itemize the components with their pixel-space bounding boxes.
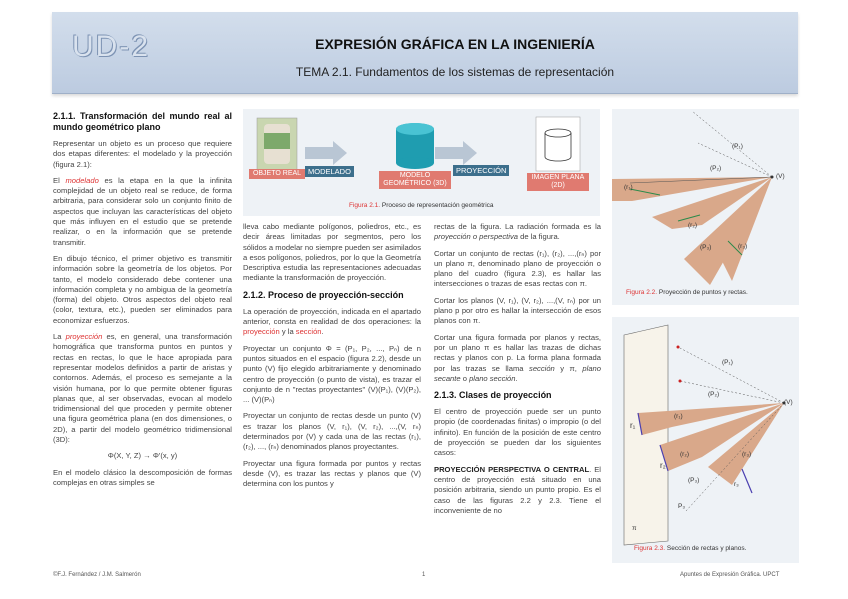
paragraph: Representar un objeto es un proceso que requiere dos etapas diferentes: el modelado y la proyección (figura 2.1):	[53, 139, 232, 169]
paragraph: Cortar los planos (V, r₁), (V, r₂), ...,(V, rₙ) por un plano p por otro es hallar la intersección de esos planos con π.	[434, 295, 601, 326]
paragraph: lleva cabo mediante polígonos, poliedros, etc., es decir áreas limitadas por segmentos, pero los sólidos a modelar no siempre pueden ser asimilados a esos polígonos, poliedros, por lo que la Geometría Descriptiva estudia las representaciones adecuadas mediante la transformación de proyección.	[243, 222, 421, 283]
arrow-icon	[435, 141, 477, 165]
paragraph: El modelado es la etapa en la que la infinita complejidad de un objeto real se reduce, de forma arbitraria, para considerar solo un conjunto finito de aspectos que incluyan las características del objeto que más influyen en el estudio que se pretende realizar, o en la información que se pretende transmitir.	[53, 175, 232, 247]
figure-2-1-drawing	[243, 109, 600, 216]
point-marker	[677, 346, 680, 349]
paragraph: La proyección es, en general, una transformación homográfica que transforma puntos en puntos y rectas en rectas, lo que le hace apropiada para representar modelos definidos a partir de aristas y contornos. Además, el proceso es semejante a la visión humana, por lo que permite obtener figuras planas que, al ser observadas, evocan al modelo tridimensional del que proceden y permite obtener una figura geométrica plana (en dos dimensiones, o 2D), a partir del modelo geométrico tridimensional (3D):	[53, 332, 232, 445]
footer-left: ©F.J. Fernández / J.M. Salmerón	[53, 572, 141, 578]
footer-right: Apuntes de Expresión Gráfica. UPCT	[680, 572, 780, 578]
label-modelado: MODELADO	[305, 166, 354, 177]
column-1	[53, 111, 232, 494]
page-header	[52, 12, 798, 94]
section-heading-2-1-3: 2.1.3. Clases de proyección	[434, 390, 552, 401]
label: (r₁)	[674, 413, 683, 420]
label: (P₃)	[700, 244, 712, 251]
label: (P₂)	[708, 391, 720, 398]
page-number: 1	[422, 572, 426, 578]
section-heading-2-1-2: 2.1.2. Proceso de proyección-sección	[243, 289, 404, 300]
figure-2-2-drawing	[612, 109, 799, 305]
label: (P₁)	[732, 143, 743, 150]
figure-2-1-caption: Figura 2.1. Proceso de representación geométrica	[349, 202, 494, 209]
formula: Φ(X, Y, Z) → Φ'(x, y)	[107, 451, 178, 461]
label: r₂	[660, 461, 666, 470]
label: r₁	[630, 421, 636, 430]
flat-image-icon	[536, 117, 580, 171]
projection-plane	[624, 325, 668, 545]
figure-2-1	[243, 109, 600, 216]
label: (r₃)	[738, 243, 748, 250]
figure-2-2-caption: Figura 2.2. Proyección de puntos y rectas.	[626, 289, 748, 296]
label: (P₁)	[722, 359, 733, 366]
paragraph: En el modelo clásico la descomposición de formas complejas en otras simples se	[53, 467, 232, 487]
label-geometric-model: MODELO GEOMÉTRICO (3D)	[379, 171, 451, 189]
point-marker	[679, 380, 682, 383]
paragraph: Proyectar una figura formada por puntos y rectas desde (V), es trazar las rectas y planos que (V) determina con los puntos y	[243, 458, 421, 489]
label: (P₃)	[688, 477, 700, 484]
paragraph: Cortar un conjunto de rectas (r₁), (r₂), ...,(rₙ) por un plano π, denominado plano de proyección o plano del cuadro (figura 2.3), es hallar las intersecciones o trazas de esas rectas con π.	[434, 248, 601, 289]
paragraph: Proyectar un conjunto de rectas desde un punto (V) es trazar los planos (V, r₁), (V, r₂), ...,(V, rₙ) determinados por (V) y cada una de las rectas (r₁), (r₂), ..., (rₙ) denominados planos proyectantes.	[243, 411, 421, 452]
label-proyeccion: PROYECCIÓN	[453, 165, 509, 176]
label: π	[632, 525, 637, 532]
label-flat-image: IMAGEN PLANA (2D)	[527, 173, 589, 191]
section-heading-2-1-1: 2.1.1. Transformación del mundo real al mundo geométrico plano	[53, 111, 232, 132]
paragraph: PROYECCIÓN PERSPECTIVA O CENTRAL. El centro de proyección está situado en una posición arbitraria, siendo un punto propio. Es el caso de las figuras 2.2 y 2.3. Tiene el inconveniente de no	[434, 464, 601, 515]
figure-2-3	[612, 317, 799, 563]
arrow-icon	[305, 141, 347, 165]
paragraph: En dibujo técnico, el primer objetivo es transmitir información sobre la geometría de los objetos. Por tanto, el modelo considerado debe contener una información completa y no ambigua de la geometría (forma) del objeto. Otros aspectos del objeto real (color, textura, etc.), pueden ser eliminados para economizar esfuerzos.	[53, 253, 232, 325]
column-3	[434, 222, 601, 522]
paragraph: Proyectar un conjunto Φ = (P₁, P₂, ..., Pₙ) de n puntos situados en el espacio (figura 2.2), desde un punto (V) fijo elegido arbitrariamente y denominado centro de proyección (o punto de vista), es trazar el conjunto de n "rectas proyectantes" (V)(P₁), (V)(P₂), ... (V)(Pₙ)	[243, 343, 421, 405]
paragraph: El centro de proyección puede ser un punto propio (de coordenadas finitas) o impropio (o del infinito). En función de la posición de este centro de proyección se pueden dar los siguientes casos:	[434, 407, 601, 458]
label: (V)	[784, 399, 793, 406]
label-real-object: OBJETO REAL	[249, 169, 305, 179]
unit-logo: UD-2	[72, 30, 151, 63]
figure-2-3-drawing	[612, 317, 799, 563]
label: (r₂)	[680, 451, 690, 458]
label: (r₂)	[688, 222, 698, 229]
label: (V)	[776, 173, 785, 180]
label: (P₂)	[710, 165, 722, 172]
center-point	[771, 176, 774, 179]
label: (r₁)	[624, 184, 633, 191]
label: P₃	[678, 503, 685, 510]
paragraph: Cortar una figura formada por planos y rectas, por un plano π es hallar las trazas de dichas rectas y planos con p. La forma plana formada por las trazas se llama sección y π, plano secante o plano sección.	[434, 332, 601, 383]
column-2	[243, 222, 421, 496]
label: (r₃)	[742, 451, 752, 458]
page-subtitle: TEMA 2.1. Fundamentos de los sistemas de representación	[295, 65, 615, 79]
paragraph: rectas de la figura. La radiación formada es la proyección o perspectiva de la figura.	[434, 222, 601, 242]
page-title: EXPRESIÓN GRÁFICA EN LA INGENIERÍA	[315, 36, 595, 52]
label: r₃	[734, 481, 739, 488]
figure-2-3-caption: Figura 2.3. Sección de rectas y planos.	[634, 545, 747, 552]
paragraph: La operación de proyección, indicada en el apartado anterior, consta en realidad de dos operaciones: la proyección y la sección.	[243, 306, 421, 337]
figure-2-2	[612, 109, 799, 305]
